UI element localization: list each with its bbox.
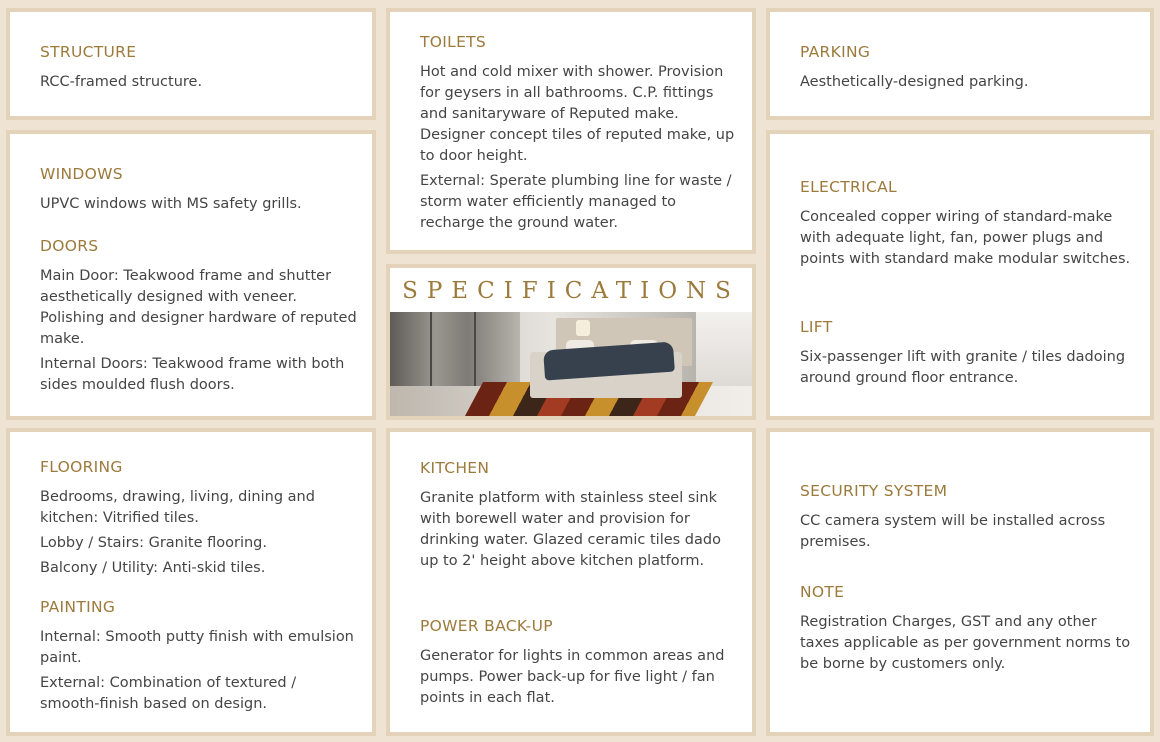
flooring-heading: FLOORING (40, 458, 123, 476)
security-note-card (766, 428, 1154, 736)
doors-heading: DOORS (40, 237, 99, 255)
electrical-text: Concealed copper wiring of standard-make with adequate light, fan, power plugs and points with standard make modular switches. (800, 209, 1131, 267)
electrical-heading: ELECTRICAL (800, 178, 897, 196)
windows-doors-card (6, 130, 376, 420)
kitchen-heading: KITCHEN (420, 459, 490, 477)
toilets-card (386, 8, 756, 254)
flooring-text-1: Bedrooms, drawing, living, dining and kitchen: Vitrified tiles. (40, 489, 315, 526)
windows-text: UPVC windows with MS safety grills. (40, 196, 302, 212)
doors-internal-text: Internal Doors: Teakwood frame with both sides moulded flush doors. (40, 356, 345, 393)
doors-main-text: Main Door: Teakwood frame and shutter aesthetically designed with veneer. Polishing and designer hardware of reputed make. (40, 268, 357, 347)
lamp-shape (576, 320, 590, 336)
lift-text: Six-passenger lift with granite / tiles dadoing around ground floor entrance. (800, 349, 1126, 386)
bedroom-image (390, 312, 752, 416)
specifications-title: SPECIFICATIONS (402, 278, 740, 304)
electrical-lift-card (766, 130, 1154, 420)
toilets-text-2: External: Sperate plumbing line for waste / storm water efficiently managed to recharge the ground water. (420, 173, 732, 231)
painting-heading: PAINTING (40, 598, 116, 616)
parking-text: Aesthetically-designed parking. (800, 74, 1029, 90)
structure-card (6, 8, 376, 120)
toilets-heading: TOILETS (420, 33, 487, 51)
structure-text: RCC-framed structure. (40, 74, 203, 90)
parking-heading: PARKING (800, 43, 871, 61)
power-backup-text: Generator for lights in common areas and pumps. Power back-up for five light / fan points in each flat. (420, 648, 725, 706)
security-heading: SECURITY SYSTEM (800, 482, 948, 500)
specifications-card (386, 264, 756, 420)
kitchen-text: Granite platform with stainless steel sink with borewell water and provision for drinking water. Glazed ceramic tiles dado up to 2' height above kitchen platform. (420, 490, 721, 569)
kitchen-power-card (386, 428, 756, 736)
flooring-text-2: Lobby / Stairs: Granite flooring. (40, 535, 267, 551)
note-text: Registration Charges, GST and any other taxes applicable as per government norms to be borne by customers only. (800, 614, 1131, 672)
power-backup-heading: POWER BACK-UP (420, 617, 553, 635)
flooring-text-3: Balcony / Utility: Anti-skid tiles. (40, 560, 266, 576)
lift-heading: LIFT (800, 318, 833, 336)
painting-text-1: Internal: Smooth putty finish with emulsion paint. (40, 629, 354, 666)
structure-heading: STRUCTURE (40, 43, 137, 61)
windows-heading: WINDOWS (40, 165, 123, 183)
painting-text-2: External: Combination of textured / smooth-finish based on design. (40, 675, 297, 712)
note-heading: NOTE (800, 583, 845, 601)
parking-card (766, 8, 1154, 120)
security-text: CC camera system will be installed across premises. (800, 513, 1106, 550)
flooring-painting-card (6, 428, 376, 736)
toilets-text-1: Hot and cold mixer with shower. Provision for geysers in all bathrooms. C.P. fittings and sanitaryware of Reputed make. Designer concept tiles of reputed make, up to door height. (420, 64, 735, 164)
